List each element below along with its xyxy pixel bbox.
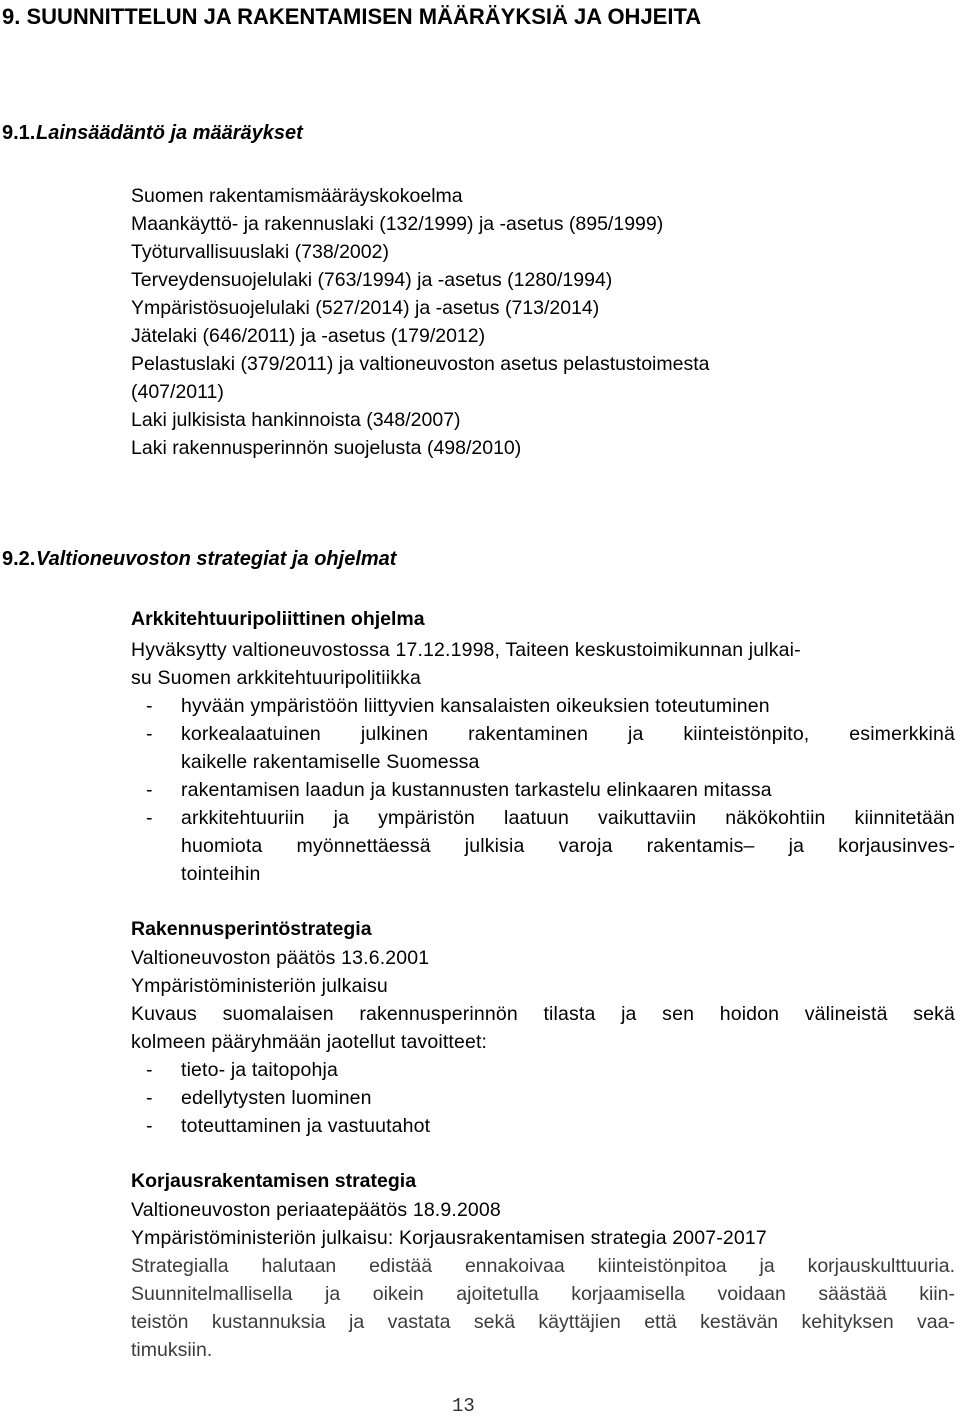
list-item: Laki rakennusperinnön suojelusta (498/2010) <box>131 437 522 459</box>
list-item: Ympäristösuojelulaki (527/2014) ja -asetus (713/2014) <box>131 297 600 319</box>
program-description-line: Valtioneuvoston päätös 13.6.2001 <box>131 947 430 969</box>
law-list <box>131 182 709 462</box>
section-title: Valtioneuvoston strategiat ja ohjelmat <box>36 548 397 570</box>
list-item: Työturvallisuuslaki (738/2002) <box>131 241 389 263</box>
bullet-text: tieto- ja taitopohja <box>181 1059 338 1081</box>
bullet-item <box>0 804 960 888</box>
bullet-item <box>0 1112 960 1140</box>
bullet-dash: - <box>146 695 153 717</box>
list-item: Terveydensuojelulaki (763/1994) ja -asetus (1280/1994) <box>131 269 613 291</box>
bullet-text-continued: tointeihin <box>181 863 261 885</box>
page-number: 13 <box>452 1395 475 1417</box>
program-description-line: Hyväksytty valtioneuvostossa 17.12.1998, Taiteen keskustoimikunnan julkai- <box>131 639 801 661</box>
bullet-text: rakentamisen laadun ja kustannusten tarkastelu elinkaaren mitassa <box>181 779 772 801</box>
program-heading: Arkkitehtuuripoliittinen ohjelma <box>131 608 425 630</box>
section-title: Lainsäädäntö ja määräykset <box>36 122 303 144</box>
program-description-line: Ympäristöministeriön julkaisu: Korjausrakentamisen strategia 2007-2017 <box>131 1227 767 1249</box>
program-description-line: Kuvaus suomalaisen rakennusperinnön tilasta ja sen hoidon välineistä sekä <box>131 1003 955 1025</box>
section-number: 9.2. <box>2 548 36 570</box>
section-number: 9.1. <box>2 122 36 144</box>
bullet-dash: - <box>146 1059 153 1081</box>
bullet-text: toteuttaminen ja vastuutahot <box>181 1115 431 1137</box>
list-item: (407/2011) <box>131 381 224 403</box>
program-heading: Korjausrakentamisen strategia <box>131 1170 417 1192</box>
program-description-line: kolmeen pääryhmään jaotellut tavoitteet: <box>131 1031 488 1053</box>
bullet-text-continued: kaikelle rakentamiselle Suomessa <box>181 751 480 773</box>
bullet-dash: - <box>146 723 153 745</box>
program-description-line: Valtioneuvoston periaatepäätös 18.9.2008 <box>131 1199 501 1221</box>
strategy-paragraph-line: Strategialla halutaan edistää ennakoivaa kiinteistönpitoa ja korjauskulttuuria. <box>131 1255 955 1277</box>
list-item: Pelastuslaki (379/2011) ja valtioneuvoston asetus pelastustoimesta <box>131 353 710 375</box>
bullet-text: korkealaatuinen julkinen rakentaminen ja kiinteistönpito, esimerkkinä <box>181 723 955 745</box>
strategy-paragraph-line: timuksiin. <box>131 1339 213 1361</box>
section-heading-9-2 <box>2 548 396 571</box>
strategy-paragraph-line: Suunnitelmallisella ja oikein ajoitetulla korjaamisella voidaan säästää kiin- <box>131 1283 955 1305</box>
bullet-text: hyvään ympäristöön liittyvien kansalaisten oikeuksien toteutuminen <box>181 695 770 717</box>
bullet-dash: - <box>146 1087 153 1109</box>
bullet-dash: - <box>146 807 153 829</box>
bullet-text-continued: huomiota myönnettäessä julkisia varoja rakentamis– ja korjausinves- <box>181 835 955 857</box>
section-heading-9-1 <box>2 122 303 145</box>
bullet-item <box>0 720 960 776</box>
program-heading: Rakennusperintöstrategia <box>131 918 372 940</box>
program-description-line: Ympäristöministeriön julkaisu <box>131 975 388 997</box>
bullet-text: edellytysten luominen <box>181 1087 372 1109</box>
bullet-item <box>0 1056 960 1084</box>
list-item: Laki julkisista hankinnoista (348/2007) <box>131 409 461 431</box>
list-item: Suomen rakentamismääräyskokoelma <box>131 185 463 207</box>
bullet-item <box>0 1084 960 1112</box>
chapter-title: 9. SUUNNITTELUN JA RAKENTAMISEN MÄÄRÄYKSIÄ JA OHJEITA <box>2 4 702 29</box>
list-item: Jätelaki (646/2011) ja -asetus (179/2012) <box>131 325 486 347</box>
program-description-line: su Suomen arkkitehtuuripolitiikka <box>131 667 422 689</box>
list-item: Maankäyttö- ja rakennuslaki (132/1999) ja -asetus (895/1999) <box>131 213 664 235</box>
bullet-dash: - <box>146 1115 153 1137</box>
bullet-item <box>0 776 960 804</box>
strategy-paragraph-line: teistön kustannuksia ja vastata sekä käyttäjien että kestävän kehityksen vaa- <box>131 1311 955 1333</box>
bullet-item <box>0 692 960 720</box>
bullet-dash: - <box>146 779 153 801</box>
bullet-text: arkkitehtuuriin ja ympäristön laatuun vaikuttaviin näkökohtiin kiinnitetään <box>181 807 955 829</box>
